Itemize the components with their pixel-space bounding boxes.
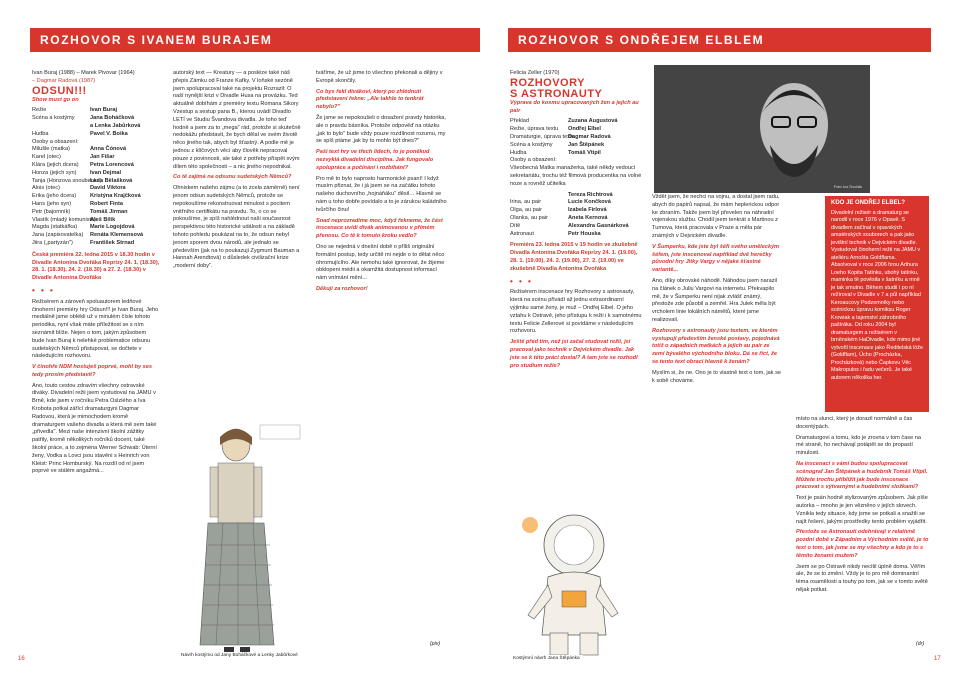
cast-role: Režie, úprava textu [510,126,559,133]
cast-actor: Alexandra Gasnárková [568,222,629,229]
question-1: V činohře NDM hostuješ poprvé, mohl by ses tedy prosím představit? [32,364,152,378]
astronaut-illustration [510,505,638,665]
cast-role: Astronaut [510,230,534,237]
answer-1-cont: autorský text — Kreatury — a posléze také náš přepis Zámku od Franze Kafky. V loňské sezóně jsem spolupracoval také na projektu Rozrazil: O naší nynější krizi v Divadle Husa na provázku. Ted aktuálně dobíhám z premiéry textu Romana Sikory Vzestup a sestup pana B., kterou uvádí Divadlo LETÍ ve Studiu Švandova divadla. Je toho teď hodně a jsem za to „mega" rád, protože si skutečně nedokážu představit, že bych dělal ve svém životě něco jiného tak, abych byl šťastný. A podle mě je jednou z klíčových věcí aby člověk nepracoval pouze z povinnosti, ale také z potřeby přispět svým dílem této společnosti – a nic jiného nepodnikal. [173,70,301,170]
answer-1: Ano, touto cestou zdravím všechny ostravské diváky. Divadelní režii jsem vystudoval na JAMU v Brně, kde jsem v ročníku Petra Oslzlého a Iva Krobota potkal zářící dramaturgyni Dagmar Radovou, která je mimochodem kromě dramaturgem vašeho divadla a která mě sem také „přivedla". Mezi naše intenzivní školní zážitky patřily, kromě několikých ročníků docent, také školní práce, a to zejména Werner Schwab: Úterní ženy, Vodka a Lovci jsou stavěni s Heinrich von Kleist: Princ Homburský. Na rozdíl od ní jsem poprvé ve stálém angažmá... [32,382,157,475]
question-3-right: Rozhovory s astronauty jsou textem, ve kterém vystupují především ženské postavy, pojednává totiž o západních matkách a jejich au pair ze zemí bývalého východního bloku. Dá se říct, že se tento text obrací hlavně k ženám? [652,327,780,365]
cast-actor: Renáta Klemensová [90,232,144,239]
cast-list-right-2 [510,192,642,239]
left-header-bar [30,28,480,52]
answer-2-right: Ano, díky obrovské náhodě. Náhodou jsem narazil na článek o Juliu Vargovi na internetu. Překvapilo mě, že v Šumperku není nijak zvlášť známý, přestože zde působil a zemřel. Hra Julek měla být vrcholem linie lokálních námětů, které jsme realizovali. [652,277,778,323]
cast-actor [568,157,642,165]
cast-actor: Ivan Buraj [90,107,118,114]
cast-list-right [510,118,642,165]
question-2-right: V Šumperku, kde jste byl šéfi svého uměleckým šéfem, jste inscenoval například dvě herečky původní hry Jitky Vargy v nějaké šťastné variantě... [652,243,780,274]
answer-3: Že jsme se nepokoušeli o dosažení pravdy historika, ale o pravdu básníka. Protože odpověď na otázku „jak to bylo" bude vždy pouze rozdílnost rozumu, my se spíš ptáme ‚jak by to mohlo být dnes?" [316,114,446,145]
cast-role: Petr (bajomník) [32,208,71,215]
answer-4-right: Text je psán hodně stylizovaným způsobem. Jak píše autorka – mnoho je jen vězněno v jejích slovech. Vznikla tedy situace, kdy jsme se potkali a snažili se najít řešení, jakými prostředky tento problém vyjádřit. [796,495,928,525]
cast-actor: Marie Logojdová [90,224,135,231]
closing-line: Děkuji za rozhovor! [316,285,368,292]
intro-paragraph-right: Režisérem inscenace hry Rozhovory s astronauty, která na scénu přivádí až jednu extraordinarní výjimku samé ženy, je muž – Ondřej Elbel. O jeho vztahu k Ostravě, jeho přístupu k režii i k samotnému textu Felicie Zellerové si povídáme v následujícím rozhovoru. [510,289,642,335]
cast-role: Scéna a kostýmy [510,141,553,148]
answer-5-right: Jsem se po Ostravě nikdy necítil úplně doma. Věřím ale, že se to změní. Vždy je to pro mě dominantní téma osamělosti a touhy po tom, jak se v tomto světě nějak potkat. [796,563,928,593]
cast-list [32,107,160,247]
answer-3-right: Myslím si, že ne. Ono je to vlastně text o tom, jak se k sobě chováme. [652,369,782,384]
left-column-1 [32,70,160,655]
costume-drawing [178,415,304,665]
cast-actor: David Viktora [90,185,126,192]
cast-role: Klára (jejich dcera) [32,161,79,168]
cast-role: Jiira („partyzán") [32,239,73,246]
cast-actor: Lada Bělašková [90,177,133,184]
astronaut-caption: Kostýmní návrh Jana Štěpánka [510,655,583,663]
bio-box [825,196,929,412]
intro-paragraph: Režisérem a zároveň spoluautorem ledňové činoherní premiéry hry Odsun!!! je Ivan Buraj. Jeho mediálně jsme oblékli už v minulém čísle tohoto periodika, nyní však máte příležitost se s ním seznámit blíže. Nejen o tom, jakým způsobem bude Ivan Buraj k nelehké problematice odsunu sudetských Němců přistupovat, se dočtete v následujícím rozhovoru. [32,298,159,360]
answer-4: Pro mě to bylo naprosto harmonické psaní! I když musím přiznat, že i já jsem se na začátku tohoto našeho duchovního „hojnáňáku" děsil… Hlavně se nám u toho dobře povídalo a to je zárukou kaládního tvůrčího činu! [316,175,447,213]
cast-role: Jana (zapisovatelka) [32,232,84,239]
costume-caption: Návrh kostýmu od Jany Boháčkové a Lenky Jabůrkové [178,652,324,660]
cast-actor: Tomáš Jirman [90,208,128,215]
cast-actor: Kristýna Krajčková [90,193,141,200]
bio-box-text: Divadelní režisér a dramaturg se narodil v roce 1976 v Opavě. S divadlem začínal v opavských amatérských souborech a pak jako jevištní technik v Dejvickém divadle. Vystudoval činoherní režii na JAMU v ateliéru Arnošta Goldflama. Absolvoval v roce 2006 hrou Arthura Loeho Kopita Tatínku, ubohý tatínku, maminka tě pověsila v šatníku a mně je tak smutno. Během studií i po ní režíroval v Divadle v 7 a půl například Keroaucovy Podzemníky nebo scénickou úpravu komiksu Roger Krowiak a tajemství záhrobního pašíráka. Od roku 2004 byl dramaturgem a režisérem v brněnském HaDivadle, kde mimo jiné vytvořil inscenace jako Ředitelská lóže (Goldflam), Úcho (Procházka, Procházková) nebo Čapkovu Věc Makropulos i řadu večerů. Je také autorem několika her. [831,209,923,381]
separator-dots: • • • [32,285,55,295]
cast-role [32,123,86,131]
separator-dots-right: • • • [510,276,533,286]
left-signature: (piv) [430,641,441,647]
right-column-3 [796,416,930,656]
cast-actor: Robert Finta [90,200,123,207]
cast-actor: Jan Fišar [90,154,115,161]
column-2-photo-space [652,70,782,194]
cast-actor: Aneta Kernová [568,214,608,221]
cast-role: Olanka, au pair [510,214,548,221]
cast-role: Karel (otec) [32,154,61,161]
page-number-left: 16 [18,656,25,662]
question-4: Paši text hry ve třech lidech, to je poněkud nezvyklá divadelní disciplína. Jak fungovalo spolupráce a počínání i rozbíhání? [316,149,434,171]
cast-actor: Tereza Richtrová [568,191,613,198]
cast-role: Vlastík (mladý komunista) [32,216,97,223]
cast-actor: Ivan Dejmal [90,169,122,176]
endnote-text: místo na slunci, který je dorazil normálně a čas docentýpách. [796,416,913,430]
costume-illustration [178,415,304,665]
play-title-right-1: ROZHOVORY [510,76,585,89]
question-5: Snad neprozradíme moc, když řekneme, že část inscenace uvidí divák animovanou v přímém přenosu. Co tě k tomuto kroku vedlo? [316,217,443,240]
cast-role: Scéna a kostýmy [32,115,75,122]
cast-role: Alois (otec) [32,185,60,192]
answer-3-right-cont: Dramaturgovi a tomu, kdo je zrovna v tom čase na mé straně, ho nechávají potápět se do propastí minulosti. [796,434,921,457]
cast-role: Hudba [32,130,49,137]
answer-2-cont: tváříme, že už jsme to všechno překonali a dějiny v Evropě skončily. [316,70,443,84]
cast-actor: Lucie Končková [568,199,611,206]
cast-actor: Jana Boháčková [90,115,135,122]
play-title-right-2: S ASTRONAUTY [510,87,603,100]
right-signature: (dr) [916,641,925,647]
cast-role: Osoby a obsazení: [32,138,79,145]
question-4-right: Na inscenaci s vámi budou spolupracovat scénograf Jan Štěpánek a hudebník Tomáš Vtipil. Můžete trochu přiblížit jak bude inscenace pracovat s výtvarnými a hudebními složkami? [796,460,928,491]
cast-actor: Jan Štěpánek [568,141,605,148]
premiere-info: Česká premiéra 22. ledna 2015 v 18.30 hodin v Divadle Antonína Dvořáka Reprízy 24. 1. (18.30), 28. 1. (18.30), 24. 2. (18.30) a 27. 2. (18.30) v Divadle Antonína Dvořáka [32,251,160,282]
play-authors: Ivan Buraj (1988) – Marek Pivovar (1964) [32,70,135,76]
cast-role [510,192,564,200]
right-column-2 [652,70,782,655]
left-header-title: ROZHOVOR S IVANEM BURAJEM [40,33,273,47]
left-column-3 [316,70,448,655]
cast-actor: Zuzana Augustová [568,118,618,125]
cast-actor: a Lenka Jabůrková [90,122,141,129]
answer-1-right: Vždět jsem, že nechci na vojnu, a dostal jsem radu, abych do papírů napsal, že mám heplerickou odpor ke zbraním. Takže jsem byl převelen na náhradní vojenskou službu. Chodil jsem tenkrát s Martinou z Tumova, která pracovala v Praze a měla pár známých v Dejvickém divadle. [652,194,780,239]
cast-description: Všeobecná Matka manažerka, také někdy vedoucí sekretariátu, trochu též filmová producentka na volné noze a rovněž učitelka [510,165,642,187]
right-header-title: ROZHOVOR S ONDŘEJEM ELBLEM [518,33,765,47]
cast-actor: Aleš Bílik [90,216,116,223]
play-title: ODSUN!!! [32,84,87,97]
cast-actor: Petra Lorencová [90,161,134,168]
bio-box-title: KDO JE ONDŘEJ ELBEL? [831,200,906,206]
premiere-info-right: Premiéra 23. ledna 2015 v 19 hodin ve zkušebně Divadla Antonína Dvořáka Reprízy 24. 1. (19.00), 28. 1. (19.00), 24. 2. (19.00), 27. 2. (19.00) ve zkušebně Divadla Antonína Dvořáka [510,242,638,272]
answer-2: Ohniskem našeho zájmu (a to zcela záměrně) není jenom odsun sudetských Němců, protože se nepokoušíme rekonstruovat minulost s pocitem vnitřního certifikátu na pravdu. To, o co se pokoušíme, je spíš nahlédnout naši současnost perspektivou této historické události a na základě tohoto pohledu poukázat na to, že odsun nebyl jenom sporem dvou národů, ale jednalo se především (jak na to poukazuji Zygmunt Bauman a Hannah Arendtová) o důsledek civilizační krize „moderní doby". [173,185,300,270]
cast-role: Honza (jejich syn) [32,169,77,176]
question-3: Co bys řekl divákovi, který po zhlédnutí představení řekne: „Ale takhle to tenkrát nebylo?" [316,88,424,111]
play-subtitle: Show must go on [32,96,79,103]
cast-actor: Tomáš Vtipil [568,149,601,156]
cast-role: Olga, au pair [510,207,543,214]
cast-role: Tanja (Honzova snoubenka) [32,177,102,184]
cast-role: Magda (statkářka) [32,224,78,231]
question-1-right: Ještě před tím, než jsi začal studovat režii, jsi pracoval jako technik v Dejvickém divadle. Jak jste se k této práci dostal? A tam jste se rozhodl pro studium režie? [510,339,638,369]
play-subtitle-right: Výprava do kosmu upracovaných žen a jejich au pair [510,99,639,114]
cast-actor: Izabela Firlová [568,207,607,214]
cast-role: Hans (jeho syn) [32,200,72,207]
left-column-2 [173,70,303,405]
cast-actor: Anna Čónová [90,146,127,153]
play-authors-2: – Dagmar Radová (1987) [32,77,96,84]
answer-5: Ono se nejedná v dnešní době o příliš originální formální postup, tedy určitě mi nejde o to dělat něco ohromujícího. Ale nemohu také ignorovat, že žijeme obklopeni médii a okamžitá dostupnost informací nám vnímání mění... [316,243,445,282]
cast-actor: Pavel V. Boika [90,130,128,137]
cast-actor: Ondřej Elbel [568,126,601,133]
cast-role: Režie [32,107,47,114]
cast-role: Překlad [510,118,529,125]
photo-credit: Foto Ivo Dvořák [833,184,862,189]
cast-role: Irina, au pair [510,199,542,206]
cast-actor: Petr Houska [568,230,601,237]
cast-role: Erika (jeho dcera) [32,193,77,200]
right-header-bar [508,28,931,52]
cast-role: Milušle (matka) [32,146,70,153]
cast-actor: Dagmar Radová [568,133,611,140]
question-5-right: Přestože se Astronauti odehrávají v relativně pozdní době v Západním a Východním světě, je to text o tom, jak jsme se my všechny a kdo je to s těmito ženami mužem? [796,529,929,559]
page-number-right: 17 [934,656,941,662]
cast-role: Dítě [510,222,521,229]
cast-role: Hudba [510,149,527,156]
play-author-right: Felicia Zeller (1970) [510,70,560,76]
cast-role: Osoby a obsazení: [510,157,557,164]
cast-role: Dramaturgie, úprava textu [510,133,575,140]
cast-actor: František Strnad [90,239,135,246]
question-2: Co tě zajímá na odsunu sudetských Němců? [173,174,292,181]
astronaut-drawing [510,505,638,665]
